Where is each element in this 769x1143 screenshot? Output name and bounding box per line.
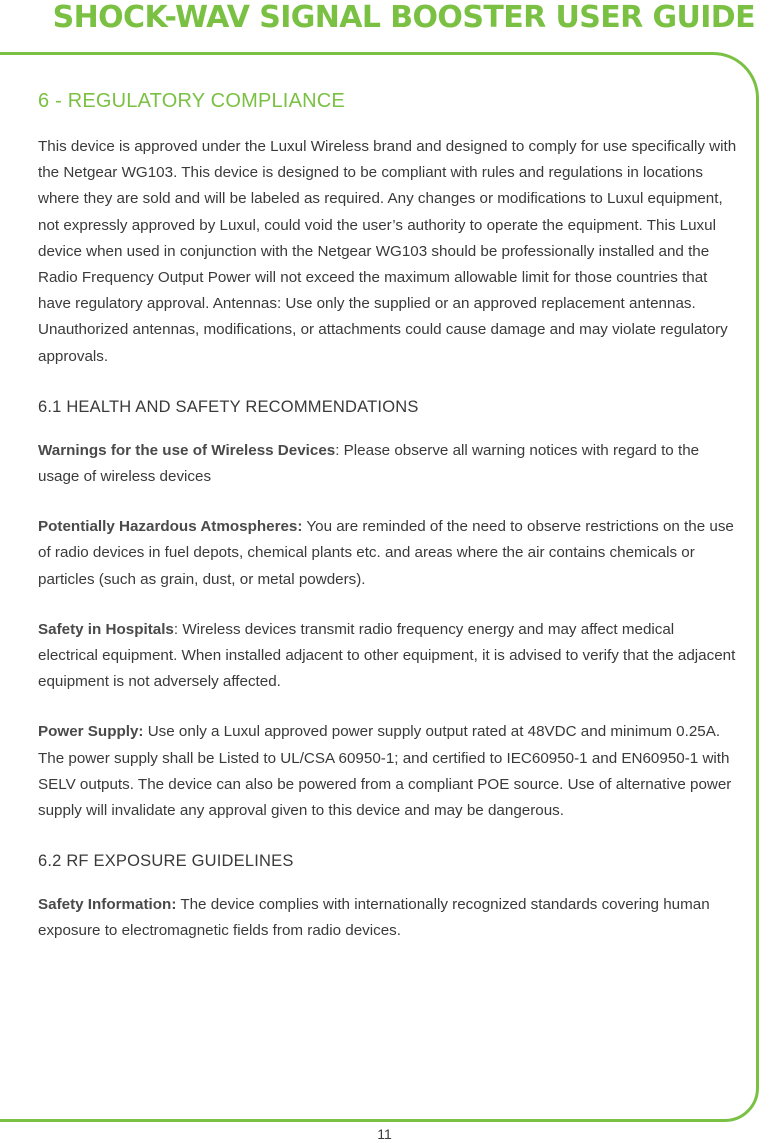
document-header-title: SHOCK-WAV SIGNAL BOOSTER USER GUIDE: [52, 0, 755, 35]
page-content: [38, 86, 738, 969]
paragraph-lead: Safety Information:: [38, 896, 177, 914]
paragraph-text: : Please observe all warning notices with regard to the usage of wireless devices: [38, 441, 700, 486]
subsection-title-rf-exposure: 6.2 RF EXPOSURE GUIDELINES: [38, 852, 294, 871]
paragraph-lead: Potentially Hazardous Atmospheres:: [38, 518, 303, 536]
section-title: 6 - REGULATORY COMPLIANCE: [38, 90, 345, 112]
paragraph-lead: Power Supply:: [38, 723, 144, 741]
paragraph-safety-hospitals: [38, 617, 738, 696]
paragraph-wireless-warnings: [38, 438, 738, 490]
paragraph-text: You are reminded of the need to observe restrictions on the use of radio devices in fuel depots, chemical plants etc. and areas where the air contains chemicals or particles (such as grain, dust, or metal powders).: [38, 518, 734, 588]
page-number: 11: [377, 1126, 392, 1142]
paragraph-hazardous-atmospheres: [38, 514, 738, 593]
subsection-title-health-safety: 6.1 HEALTH AND SAFETY RECOMMENDATIONS: [38, 397, 419, 416]
paragraph-lead: Warnings for the use of Wireless Devices: [38, 441, 336, 459]
paragraph-text: Use only a Luxul approved power supply output rated at 48VDC and minimum 0.25A. The power supply shall be Listed to UL/CSA 60950-1; and certified to IEC60950-1 and EN60950-1 with SELV outputs. The device can also be powered from a compliant POE source. Use of alternative power supply will invalidate any approval given to this device and may be dangerous.: [38, 723, 732, 820]
paragraph-safety-information: [38, 892, 738, 944]
paragraph-text: : Wireless devices transmit radio frequency energy and may affect medical electrical equipment. When installed adjacent to other equipment, it is advised to verify that the adjacent equipment is not adversely affected.: [38, 620, 736, 691]
section-intro-paragraph: This device is approved under the Luxul Wireless brand and designed to comply for use specifically with the Netgear WG103. This device is designed to be compliant with rules and regulations in locations where they are sold and will be labeled as required. Any changes or modifications to Luxul equipment, not expressly approved by Luxul, could void the user’s authority to operate the equipment. This Luxul device when used in conjunction with the Netgear WG103 should be professionally installed and the Radio Frequency Output Power will not exceed the maximum allowable limit for those countries that have regulatory approval. Antennas: Use only the supplied or an approved replacement antennas. Unauthorized antennas, modifications, or attachments could cause damage and may violate regulatory approvals.: [38, 138, 737, 365]
paragraph-lead: Safety in Hospitals: [38, 620, 174, 638]
paragraph-text: The device complies with internationally recognized standards covering human exposure to electromagnetic fields from radio devices.: [38, 896, 710, 940]
paragraph-power-supply: [38, 719, 738, 824]
